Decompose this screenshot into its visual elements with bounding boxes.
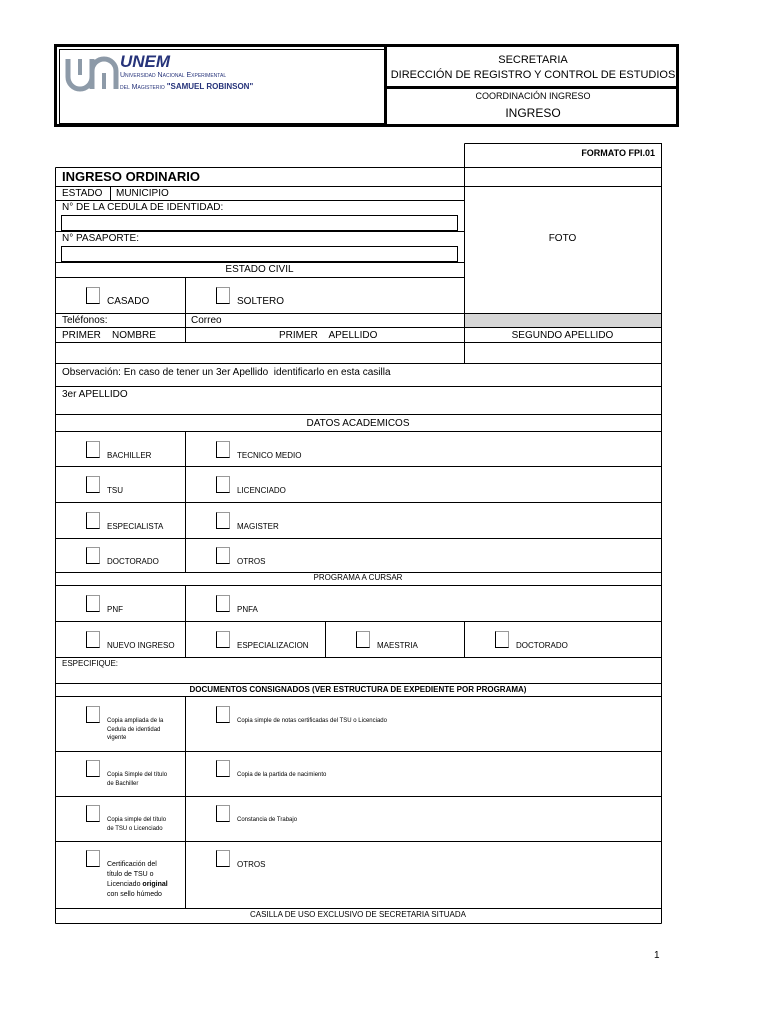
header-coordinacion: COORDINACIÓN INGRESO (475, 91, 591, 101)
header-secretaria: SECRETARIA (498, 54, 568, 66)
doctorado-checkbox[interactable] (86, 547, 100, 564)
doc-cedula-line-2: Cedula de identidad (107, 726, 161, 733)
nuevo-ingreso-checkbox[interactable] (86, 631, 100, 648)
datos-academicos-heading: DATOS ACADEMICOS (306, 418, 410, 429)
doc-certificacion-line-1: Certificación del (107, 861, 157, 868)
form-title: INGRESO ORDINARIO (62, 169, 200, 184)
casilla-label: CASILLA DE USO EXCLUSIVO DE SECRETARIA SITUADA (250, 910, 466, 919)
pnfa-label: PNFA (237, 605, 258, 614)
doc-partida-checkbox[interactable] (216, 760, 230, 777)
cedula-field[interactable] (62, 216, 457, 230)
primer-apellido-label: PRIMER APELLIDO (279, 330, 378, 341)
doc-cedula-label (107, 717, 163, 743)
primer-nombre-label: PRIMER NOMBRE (62, 330, 156, 341)
doc-constancia-label: Constancia de Trabajo (237, 817, 298, 823)
doc-bachiller-line-1: Copia Simple del título (107, 772, 168, 778)
casado-label: CASADO (107, 296, 150, 307)
doc-certificacion-line-2: título de TSU o (107, 871, 154, 879)
tecnico-medio-checkbox[interactable] (216, 441, 230, 458)
documentos-heading: DOCUMENTOS CONSIGNADOS (VER ESTRUCTURA DE EXPEDIENTE POR PROGRAMA) (189, 685, 527, 694)
municipio-label: MUNICIPIO (116, 188, 169, 199)
doc-tsu-label (107, 816, 166, 833)
doc-certificacion-line-3 (107, 880, 168, 890)
segundo-apellido-label: SEGUNDO APELLIDO (511, 330, 614, 341)
pnf-checkbox[interactable] (86, 595, 100, 612)
doc-certificacion-label (107, 860, 168, 901)
foto-shade (465, 314, 661, 327)
soltero-checkbox[interactable] (216, 287, 230, 304)
especialista-label: ESPECIALISTA (107, 522, 164, 531)
foto-label: FOTO (548, 233, 577, 244)
telefonos-label: Teléfonos: (62, 315, 108, 326)
pnfa-checkbox[interactable] (216, 595, 230, 612)
logo-line-2-a: del Magisterio (120, 84, 165, 91)
especifique-label: ESPECIFIQUE: (62, 659, 119, 668)
doc-cedula-line-1: Copia ampliada de la (107, 718, 164, 724)
licenciado-label: LICENCIADO (237, 486, 286, 495)
doc-partida-label: Copia de la partida de nacimiento (237, 772, 327, 778)
magister-checkbox[interactable] (216, 512, 230, 529)
pnf-label: PNF (107, 605, 123, 614)
header-direccion: DIRECCIÓN DE REGISTRO Y CONTROL DE ESTUDIOS (390, 69, 676, 81)
page-number: 1 (654, 950, 660, 961)
doc-cedula-checkbox[interactable] (86, 706, 100, 723)
magister-label: MAGISTER (237, 522, 279, 531)
especializacion-label: ESPECIALIZACION (237, 641, 309, 650)
observacion-text: Observación: En caso de tener un 3er Apellido identificarlo en esta casilla (62, 367, 391, 378)
programa-heading: PROGRAMA A CURSAR (313, 573, 403, 582)
cedula-label: N° DE LA CEDULA DE IDENTIDAD: (62, 202, 224, 213)
doc-bachiller-label (107, 771, 167, 788)
tercer-apellido-label: 3er APELLIDO (62, 389, 128, 400)
doc-bachiller-line-2: de Bachiller (107, 780, 139, 787)
pasaporte-field[interactable] (62, 247, 457, 261)
tecnico-medio-label: TECNICO MEDIO (237, 451, 302, 460)
formato-label: FORMATO FPI.01 (581, 148, 655, 158)
maestria-label: MAESTRIA (377, 641, 418, 650)
doctorado-programa-checkbox[interactable] (495, 631, 509, 648)
doc-tsu-line-1: Copia simple del título (107, 817, 167, 823)
doc-otros-label: OTROS (237, 860, 266, 869)
doctorado-programa-label: DOCTORADO (516, 641, 568, 650)
pasaporte-label: N° PASAPORTE: (62, 233, 139, 244)
bachiller-checkbox[interactable] (86, 441, 100, 458)
doc-certificacion-line-4: con sello húmedo (107, 891, 162, 899)
logo-line-2-b: "SAMUEL ROBINSON" (166, 82, 254, 91)
doc-cedula-line-3: vigente (107, 735, 127, 742)
doc-bachiller-checkbox[interactable] (86, 760, 100, 777)
doc-certificacion-original: original (142, 881, 168, 889)
otros-label: OTROS (237, 557, 266, 566)
doc-certificacion-checkbox[interactable] (86, 850, 100, 867)
licenciado-checkbox[interactable] (216, 476, 230, 493)
especializacion-checkbox[interactable] (216, 631, 230, 648)
casado-checkbox[interactable] (86, 287, 100, 304)
otros-checkbox[interactable] (216, 547, 230, 564)
doc-constancia-checkbox[interactable] (216, 805, 230, 822)
doc-notas-label: Copia simple de notas certificadas del TSU o Licenciado (237, 718, 387, 724)
doc-tsu-checkbox[interactable] (86, 805, 100, 822)
logo-name: UNEM (120, 52, 171, 71)
logo-line-1: Universidad Nacional Experimental (120, 72, 227, 79)
nuevo-ingreso-label: NUEVO INGRESO (107, 641, 175, 650)
doc-notas-checkbox[interactable] (216, 706, 230, 723)
tsu-checkbox[interactable] (86, 476, 100, 493)
doctorado-label: DOCTORADO (107, 557, 159, 566)
doc-certificacion-line-3a: Licenciado (107, 881, 143, 889)
doc-tsu-line-2: de TSU o Licenciado (107, 825, 163, 832)
header-ingreso: INGRESO (505, 106, 561, 120)
especialista-checkbox[interactable] (86, 512, 100, 529)
soltero-label: SOLTERO (237, 296, 285, 307)
doc-otros-checkbox[interactable] (216, 850, 230, 867)
correo-label: Correo (191, 315, 222, 326)
estado-civil-label: ESTADO CIVIL (225, 264, 294, 275)
tsu-label: TSU (107, 486, 123, 495)
bachiller-label: BACHILLER (107, 451, 152, 460)
maestria-checkbox[interactable] (356, 631, 370, 648)
estado-label: ESTADO (62, 188, 103, 199)
